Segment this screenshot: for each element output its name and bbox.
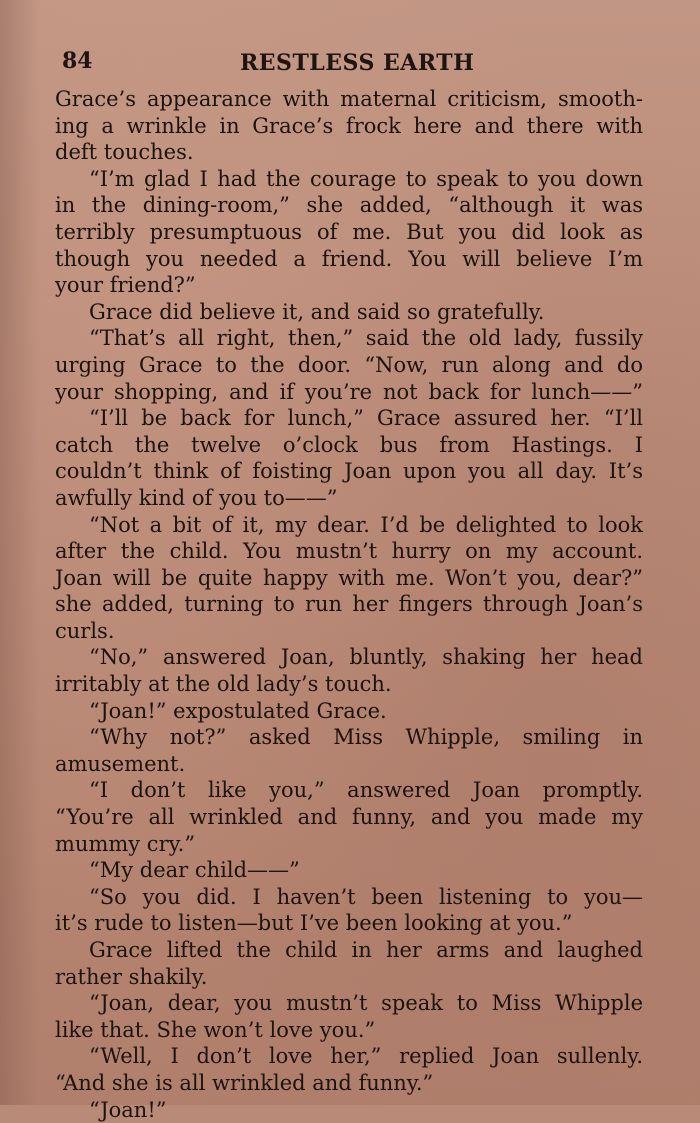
text-line: deft touches. xyxy=(55,140,194,165)
text-line: amusement. xyxy=(55,751,186,776)
text-line: like that. She won’t love you.” xyxy=(55,1017,376,1042)
text-line: “I’ll be back for lunch,” Grace assured her. “I’ll xyxy=(89,406,643,431)
running-head: RESTLESS EARTH xyxy=(240,50,475,76)
text-line: “Joan!” expostulated Grace. xyxy=(89,698,387,723)
text-line: “Not a bit of it, my dear. I’d be delighted to look xyxy=(89,512,643,537)
text-line: couldn’t think of foisting Joan upon you all day. It’s xyxy=(55,459,643,484)
text-line: “So you did. I haven’t been listening to you— xyxy=(89,884,643,909)
body-text xyxy=(55,86,643,1123)
text-line: mummy cry.” xyxy=(55,831,196,856)
text-line: terribly presumptuous of me. But you did look as xyxy=(55,219,643,244)
text-line: “And she is all wrinkled and funny.” xyxy=(55,1070,434,1095)
text-line: she added, turning to run her fingers through Joan’s xyxy=(55,592,643,617)
text-line: “I don’t like you,” answered Joan promptly. xyxy=(89,778,643,803)
text-line: Grace’s appearance with maternal criticism, smooth- xyxy=(55,87,643,111)
text-line: your friend?” xyxy=(55,273,196,298)
text-line: it’s rude to listen—but I’ve been looking at you.” xyxy=(55,911,573,936)
text-line: “Well, I don’t love her,” replied Joan sullenly. xyxy=(89,1044,643,1069)
text-line: “My dear child——” xyxy=(89,858,300,883)
page-number: 84 xyxy=(62,48,93,74)
text-line: catch the twelve o’clock bus from Hastings. I xyxy=(55,432,643,457)
text-line: “You’re all wrinkled and funny, and you made my xyxy=(55,805,643,830)
text-line: “That’s all right, then,” said the old lady, fussily xyxy=(89,326,643,351)
text-line: ing a wrinkle in Grace’s frock here and there with xyxy=(55,113,643,138)
text-line: after the child. You mustn’t hurry on my account. xyxy=(55,539,643,564)
page-header xyxy=(62,44,642,80)
text-line: “Joan!” xyxy=(89,1097,167,1122)
text-line: “Why not?” asked Miss Whipple, smiling in xyxy=(89,725,643,750)
text-line: Grace did believe it, and said so gratefully. xyxy=(89,299,545,324)
page-edge-shadow xyxy=(0,0,40,1105)
text-line: “I’m glad I had the courage to speak to you down xyxy=(89,166,643,191)
text-line: in the dining-room,” she added, “although it was xyxy=(55,193,643,218)
text-line: “No,” answered Joan, bluntly, shaking her head xyxy=(89,645,643,670)
text-line: your shopping, and if you’re not back for lunch——” xyxy=(55,379,643,404)
text-line: though you needed a friend. You will believe I’m xyxy=(55,246,643,271)
text-line: “Joan, dear, you mustn’t speak to Miss Whipple xyxy=(89,991,643,1016)
text-line: Joan will be quite happy with me. Won’t you, dear?” xyxy=(55,565,643,590)
text-line: curls. xyxy=(55,618,115,643)
text-line: rather shakily. xyxy=(55,964,208,989)
text-line: awfully kind of you to——” xyxy=(55,485,338,510)
text-line: urging Grace to the door. “Now, run along and do xyxy=(55,352,643,377)
text-line: irritably at the old lady’s touch. xyxy=(55,672,392,697)
text-line: Grace lifted the child in her arms and laughed xyxy=(89,938,643,962)
